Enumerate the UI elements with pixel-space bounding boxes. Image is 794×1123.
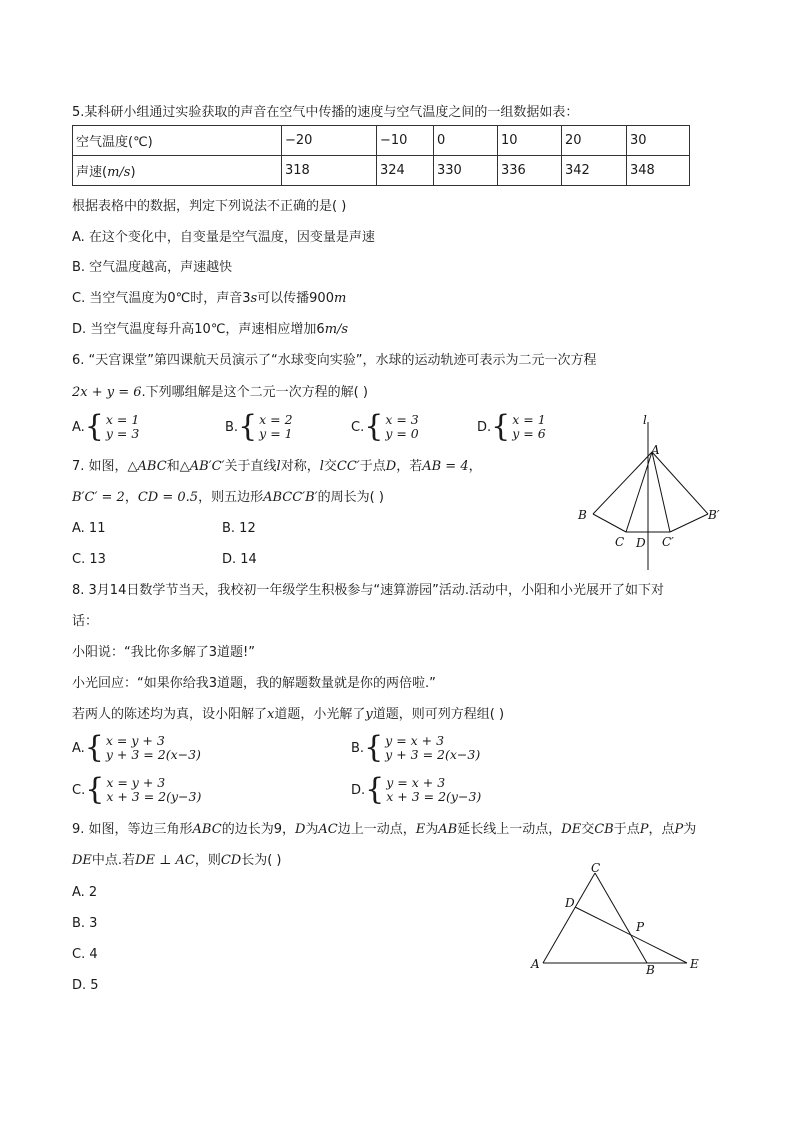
q6-option-b <box>225 409 293 444</box>
segment-de <box>575 907 687 963</box>
segment-ab <box>593 452 652 514</box>
q9-figure <box>525 860 715 980</box>
option-label: C. <box>72 782 86 798</box>
equation: y = 0 <box>385 426 419 441</box>
q6-stem-line2 <box>72 384 368 402</box>
text: 的周长为( ) <box>317 490 384 505</box>
table-row <box>73 156 690 186</box>
table-cell: 336 <box>498 156 562 186</box>
math: P <box>674 822 684 837</box>
label-cp: C′ <box>662 535 674 549</box>
equation: x = y + 3 <box>105 733 165 748</box>
segment-bc <box>593 514 626 532</box>
equation: y = 6 <box>512 426 546 441</box>
q8-dialogue-1: 小阳说：“我比你多解了3道题!” <box>72 645 255 660</box>
equation: y = 3 <box>105 426 140 441</box>
math: CD <box>220 853 242 868</box>
brace-icon: { <box>364 409 384 444</box>
q5-question: 根据表格中的数据，判定下列说法不正确的是( ) <box>72 199 347 214</box>
math: l <box>276 459 281 474</box>
equation: y + 3 = 2(x−3) <box>385 747 481 762</box>
text: 的边长为9， <box>221 822 295 837</box>
brace-icon: { <box>491 409 511 444</box>
q8-question <box>72 706 504 724</box>
text: 道题，小光解了 <box>274 707 366 722</box>
q5-option-a: A. 在这个变化中，自变量是空气温度，因变量是声速 <box>72 230 375 245</box>
equation: y = x + 3 <box>386 775 446 790</box>
q9-option-c: C. 4 <box>72 947 98 962</box>
q6-option-d <box>477 409 546 444</box>
table-cell: 348 <box>627 156 690 186</box>
math: P <box>639 822 649 837</box>
q6-option-a <box>72 409 140 444</box>
label-a: A <box>531 957 540 971</box>
label-text: ) <box>130 165 136 180</box>
math: B′C′ = 2 <box>72 490 125 505</box>
brace-icon: { <box>84 730 104 765</box>
segment-bpcp <box>670 514 708 532</box>
label-c: C <box>615 535 625 549</box>
q8-option-d <box>351 772 482 807</box>
label-b: B <box>578 508 587 522</box>
table-cell: 324 <box>377 156 434 186</box>
math: ABC <box>192 822 222 837</box>
q8-stem-line2: 话： <box>72 614 99 629</box>
segment-acp <box>652 452 670 532</box>
segment-ac <box>543 873 595 963</box>
brace-icon: { <box>364 730 384 765</box>
math: DE <box>72 853 92 868</box>
text: ，则 <box>194 853 221 868</box>
brace-icon: { <box>238 409 258 444</box>
text: 于点 <box>359 459 386 474</box>
table-cell: 0 <box>434 126 498 156</box>
text: 中点.若 <box>91 853 136 868</box>
table-cell: 20 <box>562 126 627 156</box>
q9-option-d: D. 5 <box>72 978 99 993</box>
equation: x = y + 3 <box>106 775 166 790</box>
segment-cb <box>595 873 647 963</box>
math: ABCC′B′ <box>263 490 318 505</box>
option-label: C. <box>351 419 365 435</box>
text: ， <box>468 459 482 474</box>
q8-option-b <box>351 730 481 765</box>
text: 对称， <box>280 459 320 474</box>
label-p: P <box>636 920 645 934</box>
text: 交 <box>581 822 595 837</box>
math: CB <box>594 822 614 837</box>
equation: x = 1 <box>105 412 140 427</box>
label-text: 声速( <box>76 165 108 180</box>
q7-figure <box>570 410 730 570</box>
math: AB <box>438 822 458 837</box>
q9-option-a: A. 2 <box>72 885 98 900</box>
unit-text: m/s <box>107 165 131 180</box>
math: CD = 0.5 <box>137 490 199 505</box>
table-cell: 342 <box>562 156 627 186</box>
text: D. 当空气温度每升高10℃，声速相应增加6 <box>72 322 325 337</box>
q7-option-b: B. 12 <box>222 521 256 536</box>
math: x <box>267 707 275 722</box>
text: ，则五边形 <box>198 490 264 505</box>
option-label: D. <box>351 782 366 798</box>
q8-option-c <box>72 772 202 807</box>
q8-dialogue-2: 小光回应：“如果你给我3道题，我的解题数量就是你的两倍啦.” <box>72 676 436 691</box>
option-label: A. <box>72 740 85 756</box>
table-cell: 318 <box>282 156 377 186</box>
math: CC′ <box>336 459 360 474</box>
q9-stem-line2 <box>72 852 281 870</box>
equation: y = x + 3 <box>385 733 445 748</box>
label-c: C <box>591 861 601 875</box>
text: 于点 <box>613 822 640 837</box>
text: 为 <box>683 822 697 837</box>
option-label: A. <box>72 419 85 435</box>
text: 为 <box>305 822 319 837</box>
q7-stem-line2 <box>72 489 384 507</box>
equation: x + 3 = 2(y−3) <box>386 789 482 804</box>
math: D <box>294 822 306 837</box>
table-cell: −20 <box>282 126 377 156</box>
equation: y = 1 <box>259 426 293 441</box>
table-cell: 330 <box>434 156 498 186</box>
table-cell: 30 <box>627 126 690 156</box>
text: 边上一动点， <box>337 822 416 837</box>
q8-option-a <box>72 730 201 765</box>
brace-icon: { <box>365 772 385 807</box>
q8-stem: 8. 3月14日数学节当天，我校初一年级学生积极参与“速算游园”活动.活动中，小阳和小光展开了如下对 <box>72 583 664 598</box>
math: m/s <box>324 322 349 337</box>
math: E <box>415 822 426 837</box>
table-row <box>73 126 690 156</box>
math: y <box>365 707 373 722</box>
equation: 2x + y = 6 <box>72 385 142 400</box>
text: C. 当空气温度为0℃时，声音3 <box>72 291 251 306</box>
label-bp: B′ <box>708 508 720 522</box>
text: 延长线上一动点， <box>457 822 562 837</box>
text: ，点 <box>648 822 675 837</box>
math: m <box>333 291 347 306</box>
label-b: B <box>646 963 655 977</box>
q5-option-d <box>72 321 348 339</box>
text: 长为( ) <box>241 853 282 868</box>
q6-stem: 6. “天宫课堂”第四课航天员演示了“水球变向实验”，水球的运动轨迹可表示为二元一次方程 <box>72 353 597 368</box>
math: D <box>385 459 397 474</box>
math: DE ⊥ AC <box>135 853 195 868</box>
equation: x = 1 <box>512 412 546 427</box>
q6-option-c <box>351 409 419 444</box>
label-l: l <box>643 413 647 427</box>
table-cell <box>73 156 282 186</box>
q9-option-b: B. 3 <box>72 916 98 931</box>
text: 7. 如图， <box>72 459 128 474</box>
text: 9. 如图，等边三角形 <box>72 822 193 837</box>
text: ，若 <box>396 459 423 474</box>
equation: x + 3 = 2(y−3) <box>106 789 202 804</box>
math: △ABC <box>127 459 167 474</box>
table-cell: −10 <box>377 126 434 156</box>
text: 交 <box>323 459 337 474</box>
text: 和 <box>166 459 180 474</box>
brace-icon: { <box>85 772 105 807</box>
math: l <box>319 459 324 474</box>
q5-data-table <box>72 125 690 186</box>
equation: y + 3 = 2(x−3) <box>105 747 201 762</box>
label-d: D <box>565 896 575 910</box>
math: AC <box>318 822 338 837</box>
text: 为 <box>425 822 439 837</box>
q5-stem: 5.某科研小组通过实验获取的声音在空气中传播的速度与空气温度之间的一组数据如表： <box>72 105 579 120</box>
text: ， <box>124 490 138 505</box>
q7-option-d: D. 14 <box>222 552 257 567</box>
label-d: D <box>636 536 646 550</box>
text: 可以传播900 <box>257 291 334 306</box>
q5-option-b: B. 空气温度越高，声速越快 <box>72 260 233 275</box>
equation: x = 3 <box>385 412 419 427</box>
brace-icon: { <box>84 409 104 444</box>
label-e: E <box>690 957 699 971</box>
math: s <box>250 291 258 306</box>
equation: x = 2 <box>259 412 293 427</box>
q5-option-c <box>72 290 346 308</box>
segment-abp <box>652 452 708 514</box>
text: 道题，则可列方程组( ) <box>372 707 505 722</box>
q9-stem <box>72 821 696 839</box>
text: 关于直线 <box>224 459 277 474</box>
option-label: B. <box>351 740 365 756</box>
q7-stem <box>72 458 482 476</box>
math: AB = 4 <box>422 459 469 474</box>
q7-option-c: C. 13 <box>72 552 106 567</box>
text: .下列哪组解是这个二元一次方程的解( ) <box>141 385 368 400</box>
math: DE <box>561 822 582 837</box>
q7-option-a: A. 11 <box>72 521 106 536</box>
math: △AB′C′ <box>179 459 225 474</box>
table-cell: 10 <box>498 126 562 156</box>
option-label: D. <box>477 419 492 435</box>
label-a: A <box>651 443 660 457</box>
table-cell: 空气温度(℃) <box>73 126 282 156</box>
text: 若两人的陈述均为真，设小阳解了 <box>72 707 268 722</box>
option-label: B. <box>225 419 239 435</box>
